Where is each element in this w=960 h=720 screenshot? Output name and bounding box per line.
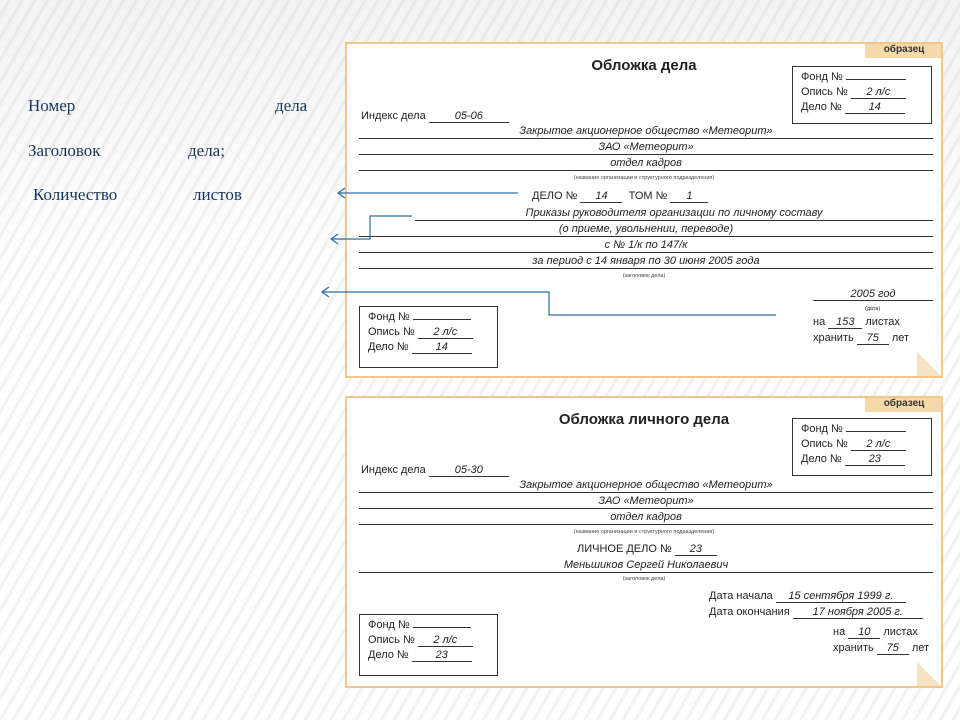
delo-label: Дело № xyxy=(801,101,842,113)
case-no-value: 23 xyxy=(675,543,717,556)
heading-line: за период с 14 января по 30 июня 2005 года xyxy=(359,254,933,269)
sample-tab: образец xyxy=(865,42,943,58)
cover-title: Обложка личного дела xyxy=(558,411,730,428)
case-no-label: ЛИЧНОЕ ДЕЛО № xyxy=(577,543,672,555)
case-no-label: ДЕЛО № xyxy=(532,190,578,202)
delo-value: 14 xyxy=(412,341,472,354)
sheets-suffix: листах xyxy=(883,626,918,638)
index-label: Индекс дела xyxy=(361,464,426,476)
org-line: ЗАО «Метеорит» xyxy=(359,494,933,509)
sheets-prefix: на xyxy=(833,626,846,638)
opis-value: 2 л/с xyxy=(418,326,473,339)
keep-prefix: хранить xyxy=(833,642,874,654)
start-value: 15 сентября 1999 г. xyxy=(776,590,906,603)
sheets-suffix: листах xyxy=(865,316,900,328)
end-label: Дата окончания xyxy=(709,606,790,618)
org-caption: (название организации и структурного подразделения) xyxy=(573,175,715,181)
org-line: Закрытое акционерное общество «Метеорит» xyxy=(359,124,933,139)
sheets-prefix: на xyxy=(813,316,826,328)
delo-label: Дело № xyxy=(368,341,409,353)
case-no-value: 14 xyxy=(580,190,622,203)
opis-value: 2 л/с xyxy=(851,438,906,451)
org-line: ЗАО «Метеорит» xyxy=(359,140,933,155)
volume-value: 1 xyxy=(670,190,708,203)
delo-label: Дело № xyxy=(368,649,409,661)
delo-label: Дело № xyxy=(801,453,842,465)
opis-label: Опись № xyxy=(801,438,848,450)
cover-title: Обложка дела xyxy=(591,57,697,74)
fond-label: Фонд № xyxy=(801,423,843,435)
heading-caption: (заголовок дела) xyxy=(622,273,666,279)
slide-word: Заголовок xyxy=(28,141,101,160)
delo-value: 14 xyxy=(845,101,905,114)
fond-label: Фонд № xyxy=(368,619,410,631)
arrow-to-sheet-count xyxy=(322,292,776,315)
opis-value: 2 л/с xyxy=(418,634,473,647)
heading-line: (о приеме, увольнении, переводе) xyxy=(359,222,933,237)
date-value: 2005 год xyxy=(813,288,933,301)
org-caption: (название организации и структурного подразделения) xyxy=(573,529,715,535)
index-value: 05-06 xyxy=(429,110,509,123)
start-label: Дата начала xyxy=(709,590,773,602)
delo-value: 23 xyxy=(412,649,472,662)
org-line: отдел кадров xyxy=(359,156,933,171)
heading-line: с № 1/к по 147/к xyxy=(359,238,933,253)
volume-label: ТОМ № xyxy=(628,190,668,202)
fond-label: Фонд № xyxy=(801,71,843,83)
arrow-to-case-title xyxy=(331,216,412,239)
opis-value: 2 л/с xyxy=(851,86,906,99)
opis-label: Опись № xyxy=(801,86,848,98)
org-line: отдел кадров xyxy=(359,510,933,525)
opis-label: Опись № xyxy=(368,326,415,338)
keep-suffix: лет xyxy=(891,332,910,344)
heading-line: Приказы руководителя организации по личному составу xyxy=(415,206,933,221)
date-caption: (дата) xyxy=(865,306,881,312)
heading-caption: (заголовок дела) xyxy=(622,576,666,582)
sheets-value: 153 xyxy=(828,316,862,329)
keep-value: 75 xyxy=(857,332,889,345)
keep-value: 75 xyxy=(877,642,909,655)
slide-word: дела xyxy=(275,96,308,115)
fond-label: Фонд № xyxy=(368,311,410,323)
index-label: Индекс дела xyxy=(361,110,426,122)
slide-word: Номер xyxy=(28,96,76,115)
keep-suffix: лет xyxy=(911,642,930,654)
org-line: Закрытое акционерное общество «Метеорит» xyxy=(359,478,933,493)
slide-word: дела; xyxy=(188,141,225,160)
sample-tab: образец xyxy=(865,396,943,412)
end-value: 17 ноября 2005 г. xyxy=(793,606,923,619)
index-value: 05-30 xyxy=(429,464,509,477)
person-name-line: Меньшиков Сергей Николаевич xyxy=(359,558,933,573)
keep-prefix: хранить xyxy=(813,332,854,344)
delo-value: 23 xyxy=(845,453,905,466)
slide-word: Количество xyxy=(33,185,118,204)
sheets-value: 10 xyxy=(848,626,880,639)
opis-label: Опись № xyxy=(368,634,415,646)
slide-word: листов xyxy=(193,185,242,204)
